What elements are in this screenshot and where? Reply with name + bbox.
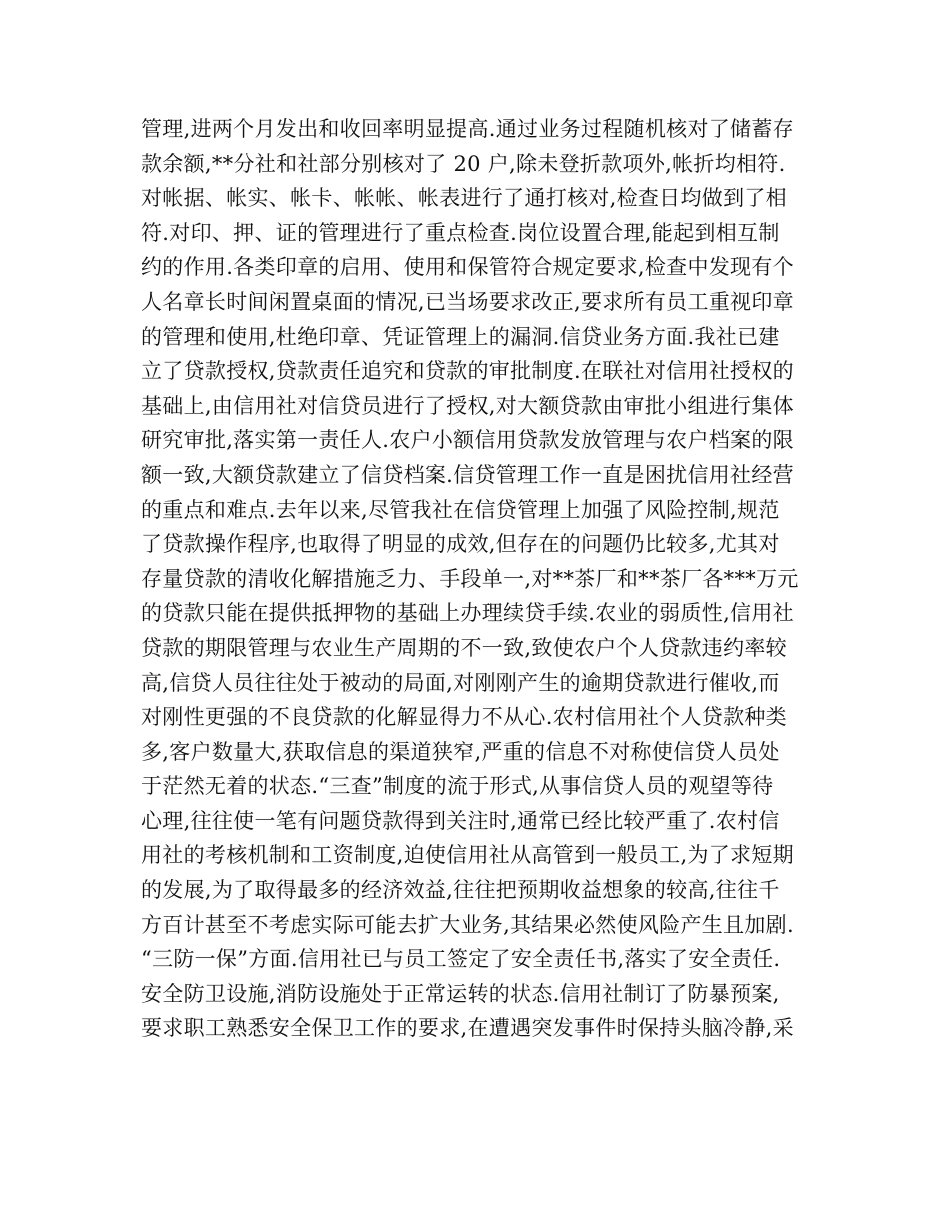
text-line: 的重点和难点.去年以来,尽管我社在信贷管理上加强了风险控制,规范 [141, 497, 780, 522]
text-line: 高,信贷人员往往处于被动的局面,对刚刚产生的逾期贷款进行催收,而 [141, 670, 780, 695]
text-line: 对刚性更强的不良贷款的化解显得力不从心.农村信用社个人贷款种类 [141, 705, 787, 730]
text-line: 了贷款操作程序,也取得了明显的成效,但存在的问题仍比较多,尤其对 [141, 532, 780, 557]
text-line: 款余额,**分社和社部分别核对了 20 户,除未登折款项外,帐折均相符. [141, 151, 786, 176]
text-line: 贷款的期限管理与农业生产周期的不一致,致使农户个人贷款违约率较 [141, 635, 787, 660]
text-line: 的发展,为了取得最多的经济效益,往往把预期收益想象的较高,往往千 [141, 878, 780, 903]
text-line: “三防一保”方面.信用社已与员工签定了安全责任书,落实了安全责任. [141, 947, 781, 972]
text-line: 额一致,大额贷款建立了信贷档案.信贷管理工作一直是困扰信用社经营 [141, 462, 794, 487]
text-line: 立了贷款授权,贷款责任追究和贷款的审批制度.在联社对信用社授权的 [141, 359, 794, 384]
text-line: 存量贷款的清收化解措施乏力、手段单一,对**茶厂和**茶厂各***万元 [141, 566, 799, 591]
text-line: 方百计甚至不考虑实际可能去扩大业务,其结果必然使风险产生且加剧. [141, 912, 794, 937]
body-text [141, 112, 821, 1046]
text-line: 的管理和使用,杜绝印章、凭证管理上的漏洞.信贷业务方面.我社已建 [141, 324, 780, 349]
text-line: 要求职工熟悉安全保卫工作的要求,在遭遇突发事件时保持头脑冷静,采 [141, 1016, 794, 1041]
text-line: 于茫然无着的状态.“三查”制度的流于形式,从事信贷人员的观望等待 [141, 774, 774, 799]
text-line: 的贷款只能在提供抵押物的基础上办理续贷手续.农业的弱质性,信用社 [141, 601, 794, 626]
text-line: 研究审批,落实第一责任人.农户小额信用贷款发放管理与农户档案的限 [141, 428, 794, 453]
text-line: 多,客户数量大,获取信息的渠道狭窄,严重的信息不对称使信贷人员处 [141, 739, 780, 764]
text-line: 安全防卫设施,消防设施处于正常运转的状态.信用社制订了防暴预案, [141, 981, 780, 1006]
text-line: 用社的考核机制和工资制度,迫使信用社从高管到一般员工,为了求短期 [141, 843, 794, 868]
text-line: 人名章长时间闲置桌面的情况,已当场要求改正,要求所有员工重视印章 [141, 289, 794, 314]
text-line: 基础上,由信用社对信贷员进行了授权,对大额贷款由审批小组进行集体 [141, 393, 794, 418]
text-line: 管理,进两个月发出和收回率明显提高.通过业务过程随机核对了储蓄存 [141, 117, 794, 141]
text-line: 约的作用.各类印章的启用、使用和保管符合规定要求,检查中发现有个 [141, 255, 794, 280]
text-line: 对帐据、帐实、帐卡、帐帐、帐表进行了通打核对,检查日均做到了相 [141, 186, 787, 211]
text-line: 符.对印、押、证的管理进行了重点检查.岗位设置合理,能起到相互制 [141, 220, 780, 245]
text-line: 心理,往往使一笔有问题贷款得到关注时,通常已经比较严重了.农村信 [141, 808, 780, 833]
